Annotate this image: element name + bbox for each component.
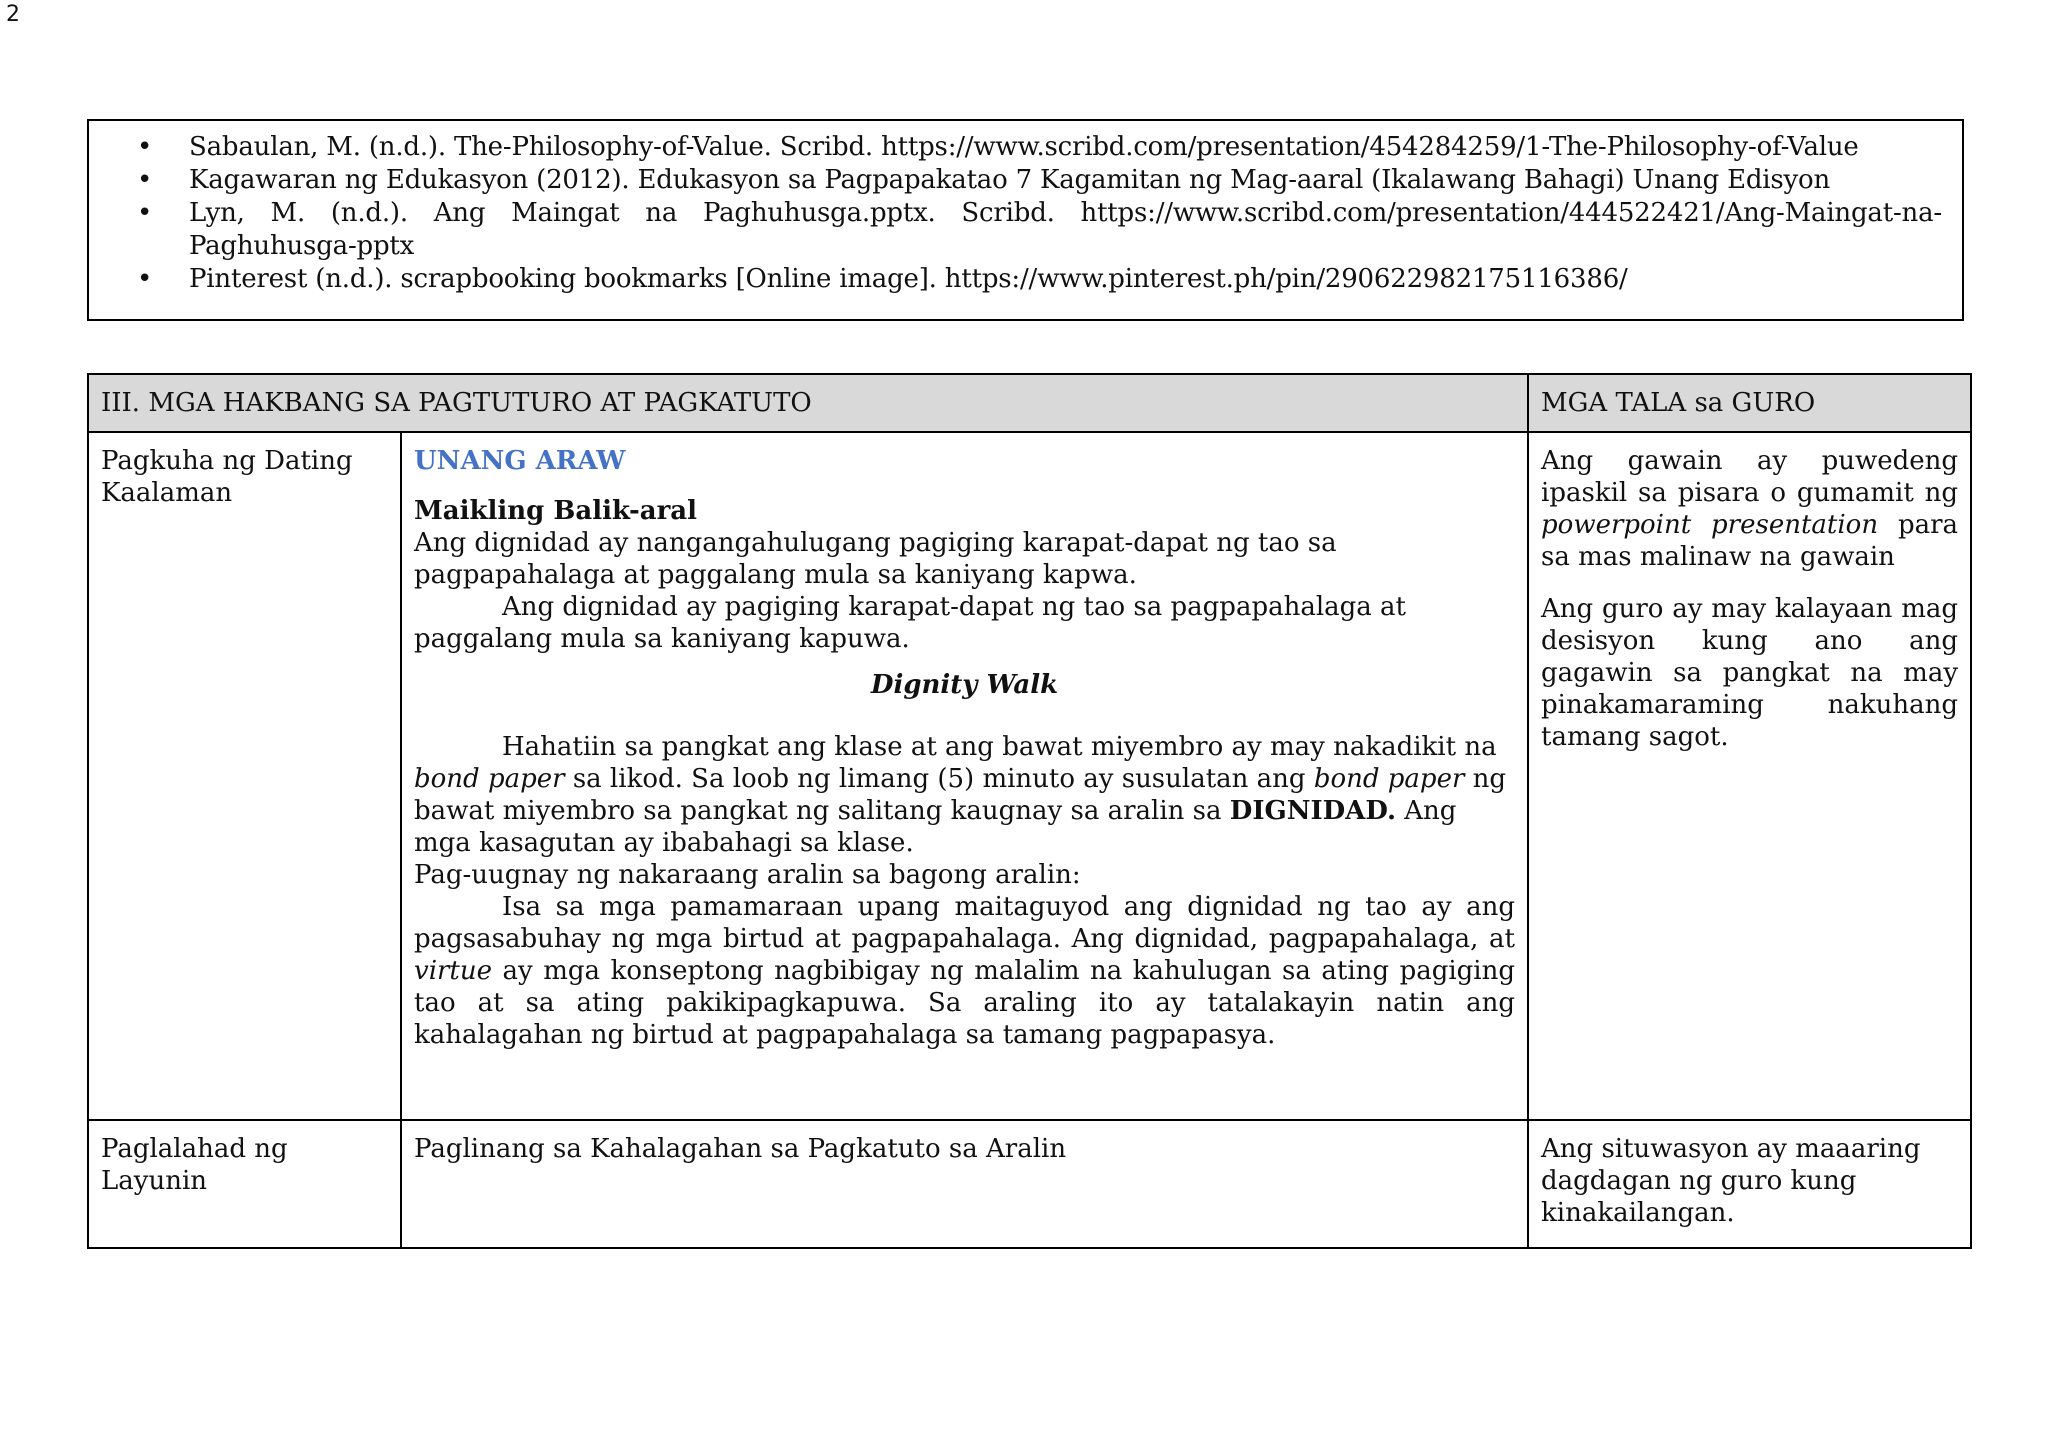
table-header-row — [88, 374, 1971, 432]
lesson-table — [87, 373, 1972, 1249]
activity-title: Dignity Walk — [870, 670, 1059, 700]
reference-text: Pinterest (n.d.). scrapbooking bookmarks [Online image]. https://www.pinterest.ph/pin/290622982175116386/ — [189, 264, 1628, 294]
header-notes: MGA TALA sa GURO — [1528, 374, 1971, 432]
day-heading: UNANG ARAW — [414, 446, 626, 476]
reference-item — [137, 164, 1942, 197]
review-text-2: Ang dignidad ay pagiging karapat-dapat ng tao sa pagpapahalaga at paggalang mula sa kaniyang kapuwa. — [414, 592, 1407, 654]
link-intro: Pag-uugnay ng nakaraang aralin sa bagong aralin: — [414, 860, 1081, 890]
note-text-1: Ang gawain ay puwedeng ipaskil sa pisara o gumamit ng powerpoint presentation para sa mas malinaw na gawain — [1541, 446, 1959, 572]
row-content — [401, 432, 1528, 1120]
review-title: Maikling Balik-aral — [414, 496, 698, 526]
activity-text: Hahatiin sa pangkat ang klase at ang bawat miyembro ay may nakadikit na bond paper sa likod. Sa loob ng limang (5) minuto ay susulatan ang bond paper ng bawat miyembro sa pangkat ng salitang kaugnay sa aralin sa DIGNIDAD. Ang mga kasagutan ay ibabahagi sa klase. — [414, 732, 1507, 858]
teacher-note — [1528, 432, 1971, 1120]
table-row — [88, 432, 1971, 1120]
page-number: 2 — [6, 2, 20, 27]
note-text-2: Ang guro ay may kalayaan mag desisyon kung ano ang gagawin sa pangkat na may pinakamaraming nakuhang tamang sagot. — [1541, 594, 1959, 752]
link-text: Isa sa mga pamamaraan upang maitaguyod ang dignidad ng tao ay ang pagsasabuhay ng mga birtud at pagpapahalaga. Ang dignidad, pagpapahalaga, at virtue ay mga konseptong nagbibigay ng malalim na kahulugan sa ating pagiging tao at sa ating pakikipagkapuwa. Sa araling ito ay tatalakayin natin ang kahalagahan ng birtud at pagpapahalaga sa tamang pagpapasya. — [414, 892, 1516, 1050]
table-row — [88, 1120, 1971, 1248]
reference-item — [137, 263, 1942, 296]
row-label: Pagkuha ng Dating Kaalaman — [88, 432, 401, 1120]
reference-item — [137, 131, 1942, 164]
bullet-icon: • — [137, 264, 153, 294]
references-box — [87, 119, 1964, 321]
row-label: Paglalahad ng Layunin — [88, 1120, 401, 1248]
bullet-icon: • — [137, 198, 153, 228]
bullet-icon: • — [137, 132, 153, 162]
teacher-note: Ang situwasyon ay maaaring dagdagan ng guro kung kinakailangan. — [1528, 1120, 1971, 1248]
reference-item — [137, 197, 1942, 263]
header-main: III. MGA HAKBANG SA PAGTUTURO AT PAGKATUTO — [88, 374, 1528, 432]
bullet-icon: • — [137, 165, 153, 195]
row-content: Paglinang sa Kahalagahan sa Pagkatuto sa Aralin — [401, 1120, 1528, 1248]
review-text: Ang dignidad ay nangangahulugang pagiging karapat-dapat ng tao sa pagpapahalaga at paggalang mula sa kaniyang kapwa. — [414, 528, 1337, 590]
reference-text: Lyn, M. (n.d.). Ang Maingat na Paghuhusga.pptx. Scribd. https://www.scribd.com/presentation/444522421/Ang-Maingat-na-Paghuhusga-pptx — [189, 198, 1942, 261]
reference-text: Kagawaran ng Edukasyon (2012). Edukasyon sa Pagpapakatao 7 Kagamitan ng Mag-aaral (Ikalawang Bahagi) Unang Edisyon — [189, 165, 1831, 195]
reference-text: Sabaulan, M. (n.d.). The-Philosophy-of-Value. Scribd. https://www.scribd.com/presentation/454284259/1-The-Philosophy-of-Value — [189, 132, 1859, 162]
references-list — [89, 121, 1962, 296]
